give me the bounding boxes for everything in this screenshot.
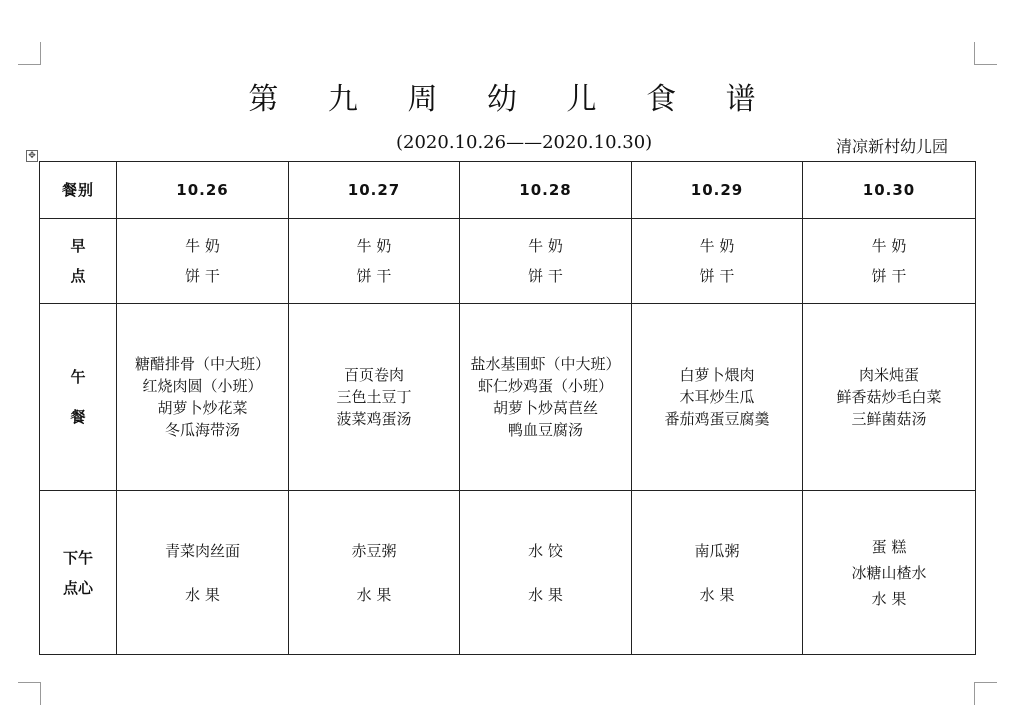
page-title: 第 九 周 幼 儿 食 谱 — [248, 82, 776, 117]
menu-table — [39, 161, 976, 655]
breakfast-row — [40, 219, 976, 304]
lunch-row — [40, 304, 976, 491]
breakfast-label: 早 点 — [40, 219, 117, 304]
breakfast-cell: 牛 奶 饼 干 — [803, 219, 976, 304]
lunch-cell: 盐水基围虾（中大班） 虾仁炒鸡蛋（小班） 胡萝卜炒莴苣丝 鸭血豆腐汤 — [460, 304, 632, 491]
snack-cell: 水 饺 水 果 — [460, 491, 632, 655]
breakfast-cell: 牛 奶 饼 干 — [289, 219, 460, 304]
date-cell: 10.30 — [803, 162, 976, 219]
date-cell: 10.27 — [289, 162, 460, 219]
lunch-cell: 肉米炖蛋 鲜香菇炒毛白菜 三鲜菌菇汤 — [803, 304, 976, 491]
crop-mark-top-left — [18, 42, 41, 65]
table-move-handle-icon[interactable]: ✥ — [26, 150, 38, 162]
snack-label: 下午 点心 — [40, 491, 117, 655]
date-cell: 10.29 — [632, 162, 803, 219]
date-cell: 10.26 — [117, 162, 289, 219]
snack-cell: 青菜肉丝面 水 果 — [117, 491, 289, 655]
snack-row — [40, 491, 976, 655]
crop-mark-bottom-left — [18, 682, 41, 705]
lunch-cell: 白萝卜煨肉 木耳炒生瓜 番茄鸡蛋豆腐羹 — [632, 304, 803, 491]
snack-cell: 蛋 糕 冰糖山楂水 水 果 — [803, 491, 976, 655]
header-label-cell: 餐别 — [40, 162, 117, 219]
crop-mark-top-right — [974, 42, 997, 65]
breakfast-cell: 牛 奶 饼 干 — [460, 219, 632, 304]
date-cell: 10.28 — [460, 162, 632, 219]
lunch-cell: 糖醋排骨（中大班） 红烧肉圆（小班） 胡萝卜炒花菜 冬瓜海带汤 — [117, 304, 289, 491]
date-range: (2020.10.26——2020.10.30) — [396, 132, 653, 153]
snack-cell: 南瓜粥 水 果 — [632, 491, 803, 655]
lunch-label: 午 餐 — [40, 304, 117, 491]
school-name: 清凉新村幼儿园 — [836, 137, 949, 156]
header-row — [40, 162, 976, 219]
breakfast-cell: 牛 奶 饼 干 — [117, 219, 289, 304]
snack-cell: 赤豆粥 水 果 — [289, 491, 460, 655]
lunch-cell: 百页卷肉 三色土豆丁 菠菜鸡蛋汤 — [289, 304, 460, 491]
crop-mark-bottom-right — [974, 682, 997, 705]
breakfast-cell: 牛 奶 饼 干 — [632, 219, 803, 304]
